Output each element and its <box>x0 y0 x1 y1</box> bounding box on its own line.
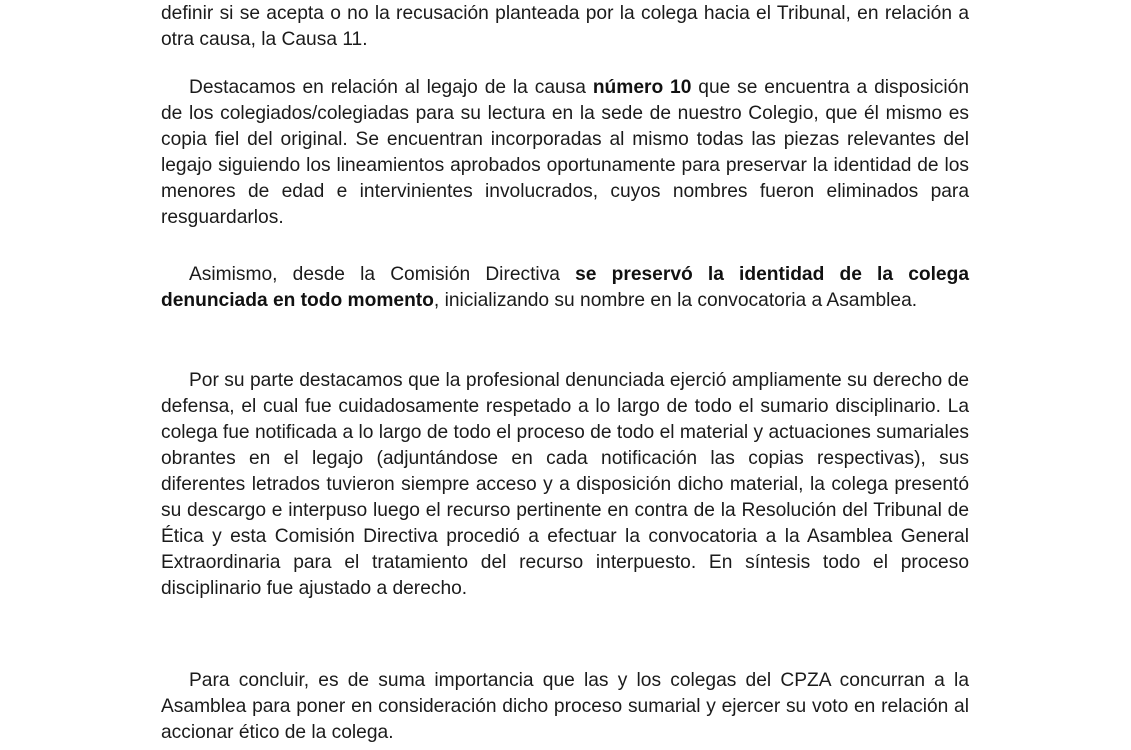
bold-text-segment: se preservó la identidad de la colega denunciada en todo momento <box>161 264 969 311</box>
paragraph-conclusion <box>161 668 969 746</box>
paragraph-defensa <box>161 368 969 602</box>
paragraph-legajo <box>161 75 969 231</box>
paragraph-identidad <box>161 262 969 314</box>
bold-text-segment: número 10 <box>592 77 692 98</box>
text-segment: , inicializando su nombre en la convocatoria a Asamblea. <box>433 290 918 311</box>
text-segment: Por su parte destacamos que la profesional denunciada ejerció ampliamente su derecho de defensa, el cual fue cuidadosamente respetado a lo largo de todo el sumario disciplinario. La colega fue notificada a lo largo de todo el proceso de todo el material y actuaciones sumariales obrantes en el legajo (adjuntándose en cada notificación las copias respectivas), sus diferentes letrados tuvieron siempre acceso y a disposición dicho material, la colega presentó su descargo e interpuso luego el recurso pertinente en contra de la Resolución del Tribunal de Ética y esta Comisión Directiva procedió a efectuar la convocatoria a la Asamblea General Extraordinaria para el tratamiento del recurso interpuesto. En síntesis todo el proceso disciplinario fue ajustado a derecho. <box>161 370 969 599</box>
text-segment: Destacamos en relación al legajo de la causa <box>189 77 593 98</box>
text-segment: que se encuentra a disposición de los colegiados/colegiadas para su lectura en la sede de nuestro Colegio, que él mismo es copia fiel del original. Se encuentran incorporadas al mismo todas las piezas relevantes del legajo siguiendo los lineamientos aprobados oportunamente para preservar la identidad de los menores de edad e intervinientes involucrados, cuyos nombres fueron eliminados para resguardarlos. <box>161 77 970 228</box>
text-segment: Para concluir, es de suma importancia que las y los colegas del CPZA concurran a la Asamblea para poner en consideración dicho proceso sumarial y ejercer su voto en relación al accionar ético de la colega. <box>161 670 969 743</box>
text-segment: definir si se acepta o no la recusación planteada por la colega hacia el Tribunal, en relación a otra causa, la Causa 11. <box>161 3 969 50</box>
paragraph-recusacion <box>161 1 969 53</box>
text-segment: Asimismo, desde la Comisión Directiva <box>189 264 576 285</box>
